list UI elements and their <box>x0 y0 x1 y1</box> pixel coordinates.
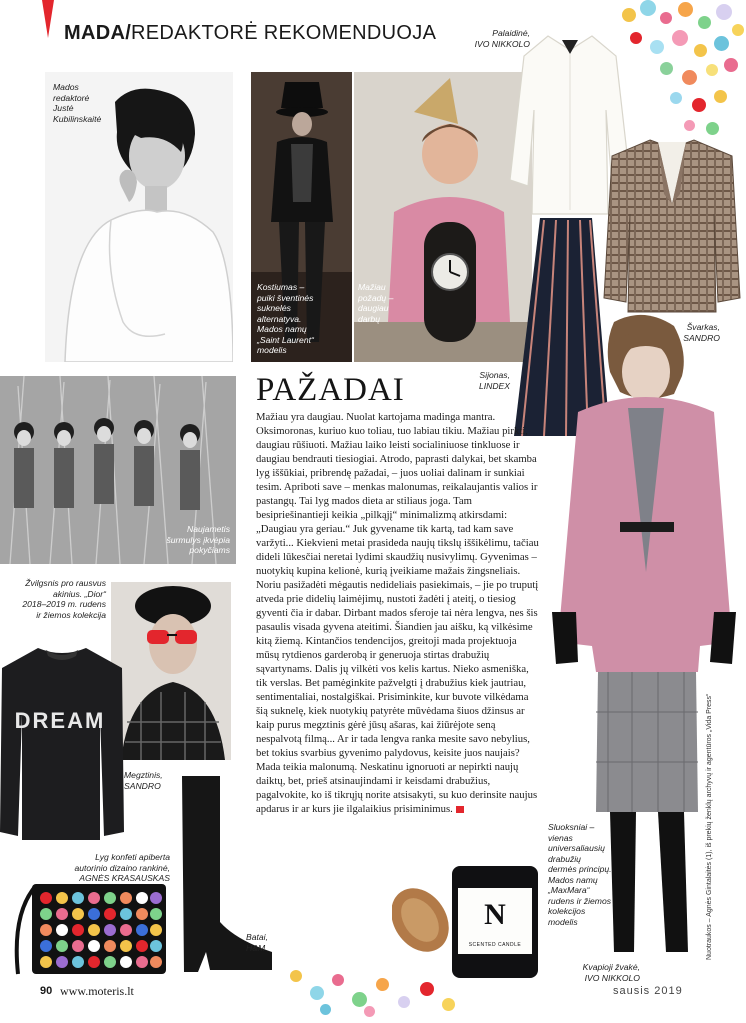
sweater-illustration <box>0 644 126 844</box>
section-marker <box>42 0 54 38</box>
layers-caption: Sluoksniai – vienas universaliausių drabužių dermės principų. Mados namų „MaxMara“ rudens ir žiemos kolekcijos modelis <box>548 822 612 927</box>
jacket-illustration <box>602 134 742 316</box>
issue-date: sausis 2019 <box>613 985 683 997</box>
editor-portrait <box>45 72 233 362</box>
sweater-caption: Megztinis, SANDRO <box>124 770 163 791</box>
skirt-caption: Sijonas, LINDEX <box>478 370 510 391</box>
jacket-caption: Švarkas, SANDRO <box>683 322 720 343</box>
runway-suit-photo <box>251 72 352 362</box>
dior-illustration <box>111 582 231 760</box>
plaid-jacket-product <box>602 134 742 316</box>
page-number: 90 <box>40 985 53 997</box>
editor-caption: Mados redaktorė Justė Kubilinskaitė <box>53 82 102 124</box>
sweater-print: DREAM <box>14 708 106 733</box>
article-end-mark <box>456 806 464 813</box>
bag-caption: Lyg konfeti apiberta autorinio dizaino rankinė, AGNĖS KRASAUSKAS <box>74 852 170 883</box>
blouse-caption: Palaidinė, IVO NIKKOLO <box>474 28 530 49</box>
clutch-illustration <box>8 876 168 976</box>
new-year-group-photo <box>0 376 236 564</box>
section-label: MADA/ <box>64 22 132 44</box>
photo-credit: Nuotraukos – Agnės Gintalaitės (1), iš prekių ženklų archyvų ir agentūros „Vida Press“ <box>706 693 713 960</box>
dior-model-photo <box>111 582 231 760</box>
promises-caption: Mažiau požadų – daugiau darbų <box>358 282 394 324</box>
candle-label: SCENTED CANDLE <box>468 942 522 948</box>
subsection-label: REDAKTORĖ REKOMENDUOJA <box>131 22 437 44</box>
vintage-clock-photo <box>354 72 532 362</box>
article-body <box>256 410 541 816</box>
dream-sweater-product <box>0 644 126 844</box>
section-heading <box>64 22 436 45</box>
dior-caption: Žvilgsnis pro rausvus akinius. „Dior“ 2018–2019 m. rudens ir žiemos kolekcija <box>22 578 106 620</box>
newyear-caption: Naujametis šurmulys įkvėpia pokyčiams <box>166 524 230 555</box>
article-headline: PAŽADAI <box>256 372 405 408</box>
site-url: www.moteris.lt <box>60 984 134 998</box>
candle-logo: N <box>484 898 506 931</box>
confetti-clutch-product <box>8 876 168 976</box>
scented-candle-product <box>392 860 542 984</box>
candle-caption: Kvapioji žvakė, IVO NIKKOLO <box>582 962 640 983</box>
suit-caption: Kostiumas – puiki šventinės suknelės alternatyva. Mados namų „Saint Laurent“ modelis <box>257 282 314 355</box>
article-body-text: Mažiau yra daugiau. Nuolat kartojama madinga mantra. Oksimoronas, kuriuo kuo toliau, tuo labiau tikiu. Mažiau pirkti, daugiau rūšiuoti. Mažiau laiko leisti socialiniuose tinkluose ir daugiau bendrauti tiesiogiai. Atrodo, paprasti dalykai, bet skamba lyg iššūkiai, pribrendę pažadai, – juos uoliai dalinam ir sunkiai tesim. Apriboti save – menkas malonumas, reikalaujantis valios ir pastangų. Tai lyg mados dieta ar stiliaus joga. Tam besipriešinantieji keikia „pilkąjį“ minimalizmą atkirsdami: „Daugiau yra geriau.“ Juk gyvename tik kartą, tad kam save varžyti... Kiekvieni metai prasideda naujų tikslų iššikėlimu, tačiau dideli lūkesčiai neretai lydimi skaudžių nusivylimų. Gyvenimas – nuotykių kupina kelionė, kurią įveikiame mažais žingsneliais. Noriu pasižadėti mėgautis nedideliais pasiekimais, – jie po truputį atveda prie didelių laimėjimų, nustoti žadėti į ateitį, o tiesiog gyventi čia ir dabar. Dirbant mados sferoje tai nėra lengva, nes šis pasaulis visada gyvena ateitimi. Šiandien jau aišku, ką vilkėsime kitą žiemą. Kintančios tendencijos, greitoji mada projektuoja mūsų rytdienos garderobą ir generuoja stirtas drabužių sąvartynams. Dalis jų vilkėti vos kelis kartus. Nieko asmeniška, tik verslas. Bet pamėginkite pažvelgti į drabužius kiek jautriau, sentimentaliai, nostalgiškai. Prisiminkite, kur buvote vilkėdama šią suknelę, kiek nuotykių patyrėte mūvėdama šiuos džinsus ar kaip purus megztinis gėrė jūsų ašaras, kai žiūrėjote seną nespalvotą filmą... Ar ir tada lengva ranka mesite savo nebylius, bet tokius svarbius gyvenimo palydovus, keisite juos naujais? Mada teikia malonumą. Neskatinu ignoruoti ar nepirkti naujų daiktų, bet, prieš atsinaujindami ir keisdami drabužius, pagalvokite, ko iš tikrųjų norite atsisakyti, su kuo derinsite naujus apdarus ir ar kurs jie ilgalaikius prisiminimus. <box>256 411 539 815</box>
boots-caption: Batai, H&M <box>246 932 268 953</box>
